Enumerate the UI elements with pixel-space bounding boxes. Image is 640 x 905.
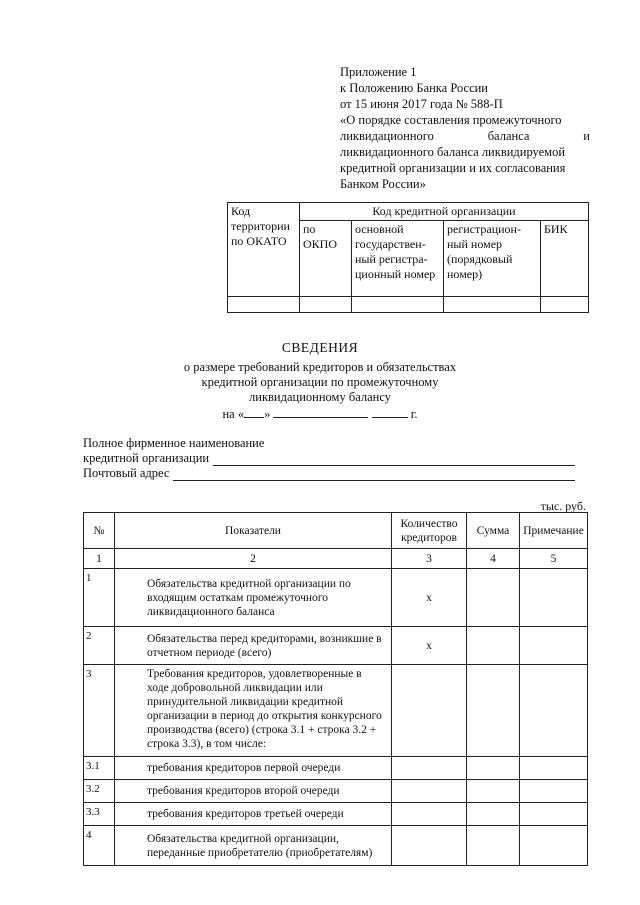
- row-indicator: требования кредиторов третьей очереди: [115, 803, 392, 826]
- col-header-note: Примечание: [520, 513, 588, 549]
- appendix-line: к Положению Банка России: [340, 81, 488, 95]
- row-note[interactable]: [520, 803, 588, 826]
- table-row: [84, 627, 588, 665]
- col-number: 2: [115, 549, 392, 569]
- row-note[interactable]: [520, 665, 588, 757]
- row-sum[interactable]: [467, 803, 520, 826]
- bik-cell[interactable]: [541, 297, 589, 313]
- row-sum[interactable]: [467, 665, 520, 757]
- row-number: 3: [84, 665, 115, 757]
- row-indicator: Обязательства кредитной организации по входящим остаткам промежуточного ликвидационного баланса: [115, 569, 392, 627]
- ogrn-header: основной государствен-ный регистра-ционный номер: [352, 221, 444, 297]
- row-creditor-count[interactable]: [392, 757, 467, 780]
- org-name-field: [83, 451, 575, 466]
- credit-org-code-header: Код кредитной организации: [300, 203, 589, 221]
- row-number: 3.3: [84, 803, 115, 826]
- table-row: [84, 803, 588, 826]
- row-sum[interactable]: [467, 757, 520, 780]
- appendix-line: ликвидационного баланса и: [340, 129, 590, 143]
- subtitle-line: кредитной организации по промежуточному: [201, 375, 439, 389]
- appendix-line: от 15 июня 2017 года № 588-П: [340, 97, 503, 111]
- address-field: [83, 466, 575, 481]
- appendix-line: «О порядке составления промежуточного: [340, 113, 562, 127]
- row-number: 3.1: [84, 757, 115, 780]
- address-label: Почтовый адрес: [83, 466, 170, 480]
- appendix-line: кредитной организации и их согласования: [340, 161, 566, 175]
- table-row: [84, 757, 588, 780]
- row-note[interactable]: [520, 627, 588, 665]
- row-creditor-count[interactable]: х: [392, 569, 467, 627]
- row-creditor-count[interactable]: х: [392, 627, 467, 665]
- row-note[interactable]: [520, 780, 588, 803]
- subtitle-line: ликвидационному балансу: [249, 390, 391, 404]
- appendix-header: [340, 64, 590, 192]
- row-sum[interactable]: [467, 569, 520, 627]
- col-number: 3: [392, 549, 467, 569]
- date-mid: »: [264, 407, 271, 421]
- table-row: [84, 826, 588, 866]
- col-header-number: №: [84, 513, 115, 549]
- row-number: 1: [84, 569, 115, 627]
- appendix-line: ликвидационного баланса ликвидируемой: [340, 145, 566, 159]
- address-blank[interactable]: [173, 468, 575, 481]
- row-indicator: требования кредиторов второй очереди: [115, 780, 392, 803]
- date-prefix: на «: [222, 407, 245, 421]
- row-number: 3.2: [84, 780, 115, 803]
- subtitle-line: о размере требований кредиторов и обязательствах: [183, 360, 457, 374]
- row-indicator: требования кредиторов первой очереди: [115, 757, 392, 780]
- row-number: 2: [84, 627, 115, 665]
- okpo-header: по ОКПО: [300, 221, 352, 297]
- reg-number-cell[interactable]: [444, 297, 541, 313]
- col-header-indicators: Показатели: [115, 513, 392, 549]
- org-name-label-2: кредитной организации: [83, 451, 210, 465]
- reg-number-header: регистрацион-ный номер (порядковый номер): [444, 221, 541, 297]
- col-header-sum: Сумма: [467, 513, 520, 549]
- row-sum[interactable]: [467, 826, 520, 866]
- date-suffix: г.: [410, 407, 418, 421]
- row-note[interactable]: [520, 569, 588, 627]
- month-blank[interactable]: [273, 405, 368, 418]
- appendix-line: Банком России»: [340, 177, 426, 191]
- table-row: [84, 569, 588, 627]
- requirements-table: [83, 512, 588, 866]
- day-blank[interactable]: [244, 405, 264, 418]
- row-sum[interactable]: [467, 627, 520, 665]
- row-note[interactable]: [520, 757, 588, 780]
- row-number: 4: [84, 826, 115, 866]
- okato-cell[interactable]: [228, 297, 300, 313]
- row-note[interactable]: [520, 826, 588, 866]
- appendix-line: Приложение 1: [340, 65, 417, 79]
- row-creditor-count[interactable]: [392, 780, 467, 803]
- row-indicator: Обязательства кредитной организации, переданные приобретателю (приобретателям): [115, 826, 392, 866]
- report-date-line: [0, 405, 640, 422]
- form-heading: СВЕДЕНИЯ: [281, 340, 359, 355]
- row-indicator: Обязательства перед кредиторами, возникшие в отчетном периоде (всего): [115, 627, 392, 665]
- col-number: 4: [467, 549, 520, 569]
- org-name-label-1: Полное фирменное наименование: [83, 436, 265, 450]
- row-sum[interactable]: [467, 780, 520, 803]
- col-number: 5: [520, 549, 588, 569]
- row-creditor-count[interactable]: [392, 803, 467, 826]
- col-header-creditor-count: Количество кредиторов: [392, 513, 467, 549]
- bik-header: БИК: [541, 221, 589, 297]
- row-creditor-count[interactable]: [392, 826, 467, 866]
- okato-header: Код территории по ОКАТО: [228, 203, 300, 297]
- units-label: тыс. руб.: [540, 499, 586, 513]
- codes-table: [227, 202, 589, 313]
- col-number: 1: [84, 549, 115, 569]
- year-blank[interactable]: [372, 405, 408, 418]
- form-subtitle: [0, 360, 640, 422]
- org-name-blank[interactable]: [213, 453, 575, 466]
- row-indicator: Требования кредиторов, удовлетворенные в ходе добровольной ликвидации или принудительной ликвидации кредитной организации в период до открытия конкурсного производства (всего) (строка 3.1 + строка 3.2 + строка 3.3), в том числе:: [115, 665, 392, 757]
- table-row: [84, 665, 588, 757]
- ogrn-cell[interactable]: [352, 297, 444, 313]
- okpo-cell[interactable]: [300, 297, 352, 313]
- table-row: [84, 780, 588, 803]
- row-creditor-count[interactable]: [392, 665, 467, 757]
